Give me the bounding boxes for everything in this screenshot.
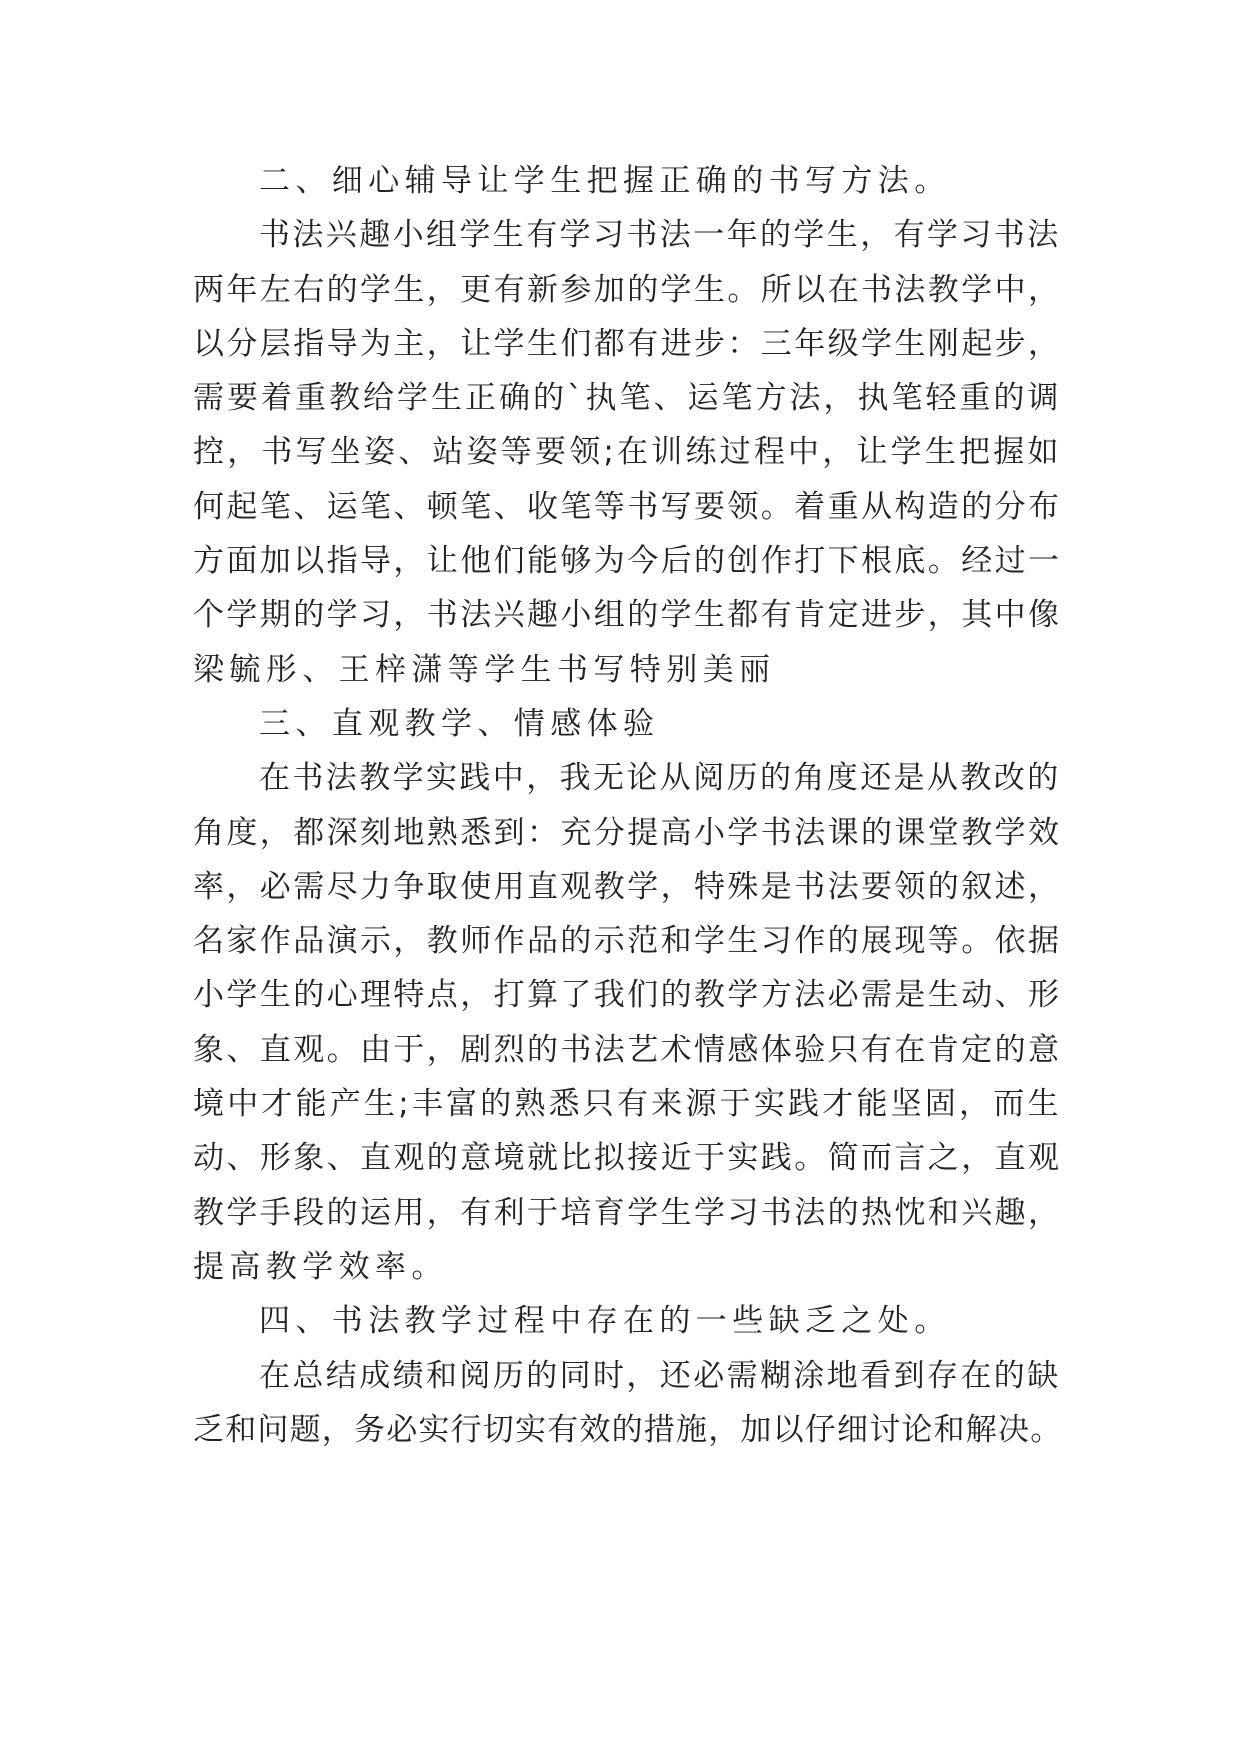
paragraph-line: 境中才能产生;丰富的熟悉只有来源于实践才能坚固，而生 <box>193 1086 1062 1123</box>
paragraph-line: 教学手段的运用，有利于培育学生学习书法的热忱和兴趣， <box>193 1194 1062 1231</box>
paragraph-line: 控，书写坐姿、站姿等要领;在训练过程中，让学生把握如 <box>193 434 1062 471</box>
paragraph-line: 乏和问题，务必实行切实有效的措施，加以仔细讨论和解决。 <box>193 1411 1063 1448</box>
section-heading-4: 四、书法教学过程中存在的一些缺乏之处。 <box>259 1303 951 1340</box>
paragraph-line: 动、形象、直观的意境就比拟接近于实践。简而言之，直观 <box>193 1140 1062 1177</box>
section-heading-2: 二、细心辅导让学生把握正确的书写方法。 <box>259 163 951 199</box>
paragraph-line: 方面加以指导，让他们能够为今后的创作打下根底。经过一 <box>193 543 1062 580</box>
paragraph-line: 角度，都深刻地熟悉到：充分提高小学书法课的课堂教学效 <box>193 814 1062 851</box>
paragraph-line: 率，必需尽力争取使用直观教学，特殊是书法要领的叙述， <box>193 868 1062 905</box>
section-heading-3: 三、直观教学、情感体验 <box>259 705 660 742</box>
document-body <box>193 154 1063 1457</box>
paragraph-line: 梁毓彤、王梓潇等学生书写特别美丽 <box>193 651 776 688</box>
paragraph-line: 以分层指导为主，让学生们都有进步：三年级学生刚起步， <box>193 325 1062 362</box>
paragraph-line: 个学期的学习，书法兴趣小组的学生都有肯定进步，其中像 <box>193 597 1062 634</box>
paragraph-line: 在总结成绩和阅历的同时，还必需糊涂地看到存在的缺 <box>259 1357 1061 1394</box>
paragraph-line: 小学生的心理特点，打算了我们的教学方法必需是生动、形 <box>193 977 1062 1014</box>
paragraph-line: 在书法教学实践中，我无论从阅历的角度还是从教改的 <box>259 760 1061 797</box>
paragraph-line: 提高教学效率。 <box>193 1248 448 1285</box>
paragraph-line: 书法兴趣小组学生有学习书法一年的学生，有学习书法 <box>259 217 1061 254</box>
paragraph-line: 名家作品演示，教师作品的示范和学生习作的展现等。依据 <box>193 923 1062 960</box>
paragraph-line: 何起笔、运笔、顿笔、收笔等书写要领。着重从构造的分布 <box>193 488 1062 525</box>
paragraph-line: 象、直观。由于，剧烈的书法艺术情感体验只有在肯定的意 <box>193 1031 1062 1068</box>
paragraph-line: 两年左右的学生，更有新参加的学生。所以在书法教学中， <box>193 271 1062 308</box>
paragraph-line: 需要着重教给学生正确的`执笔、运笔方法，执笔轻重的调 <box>193 380 1062 417</box>
